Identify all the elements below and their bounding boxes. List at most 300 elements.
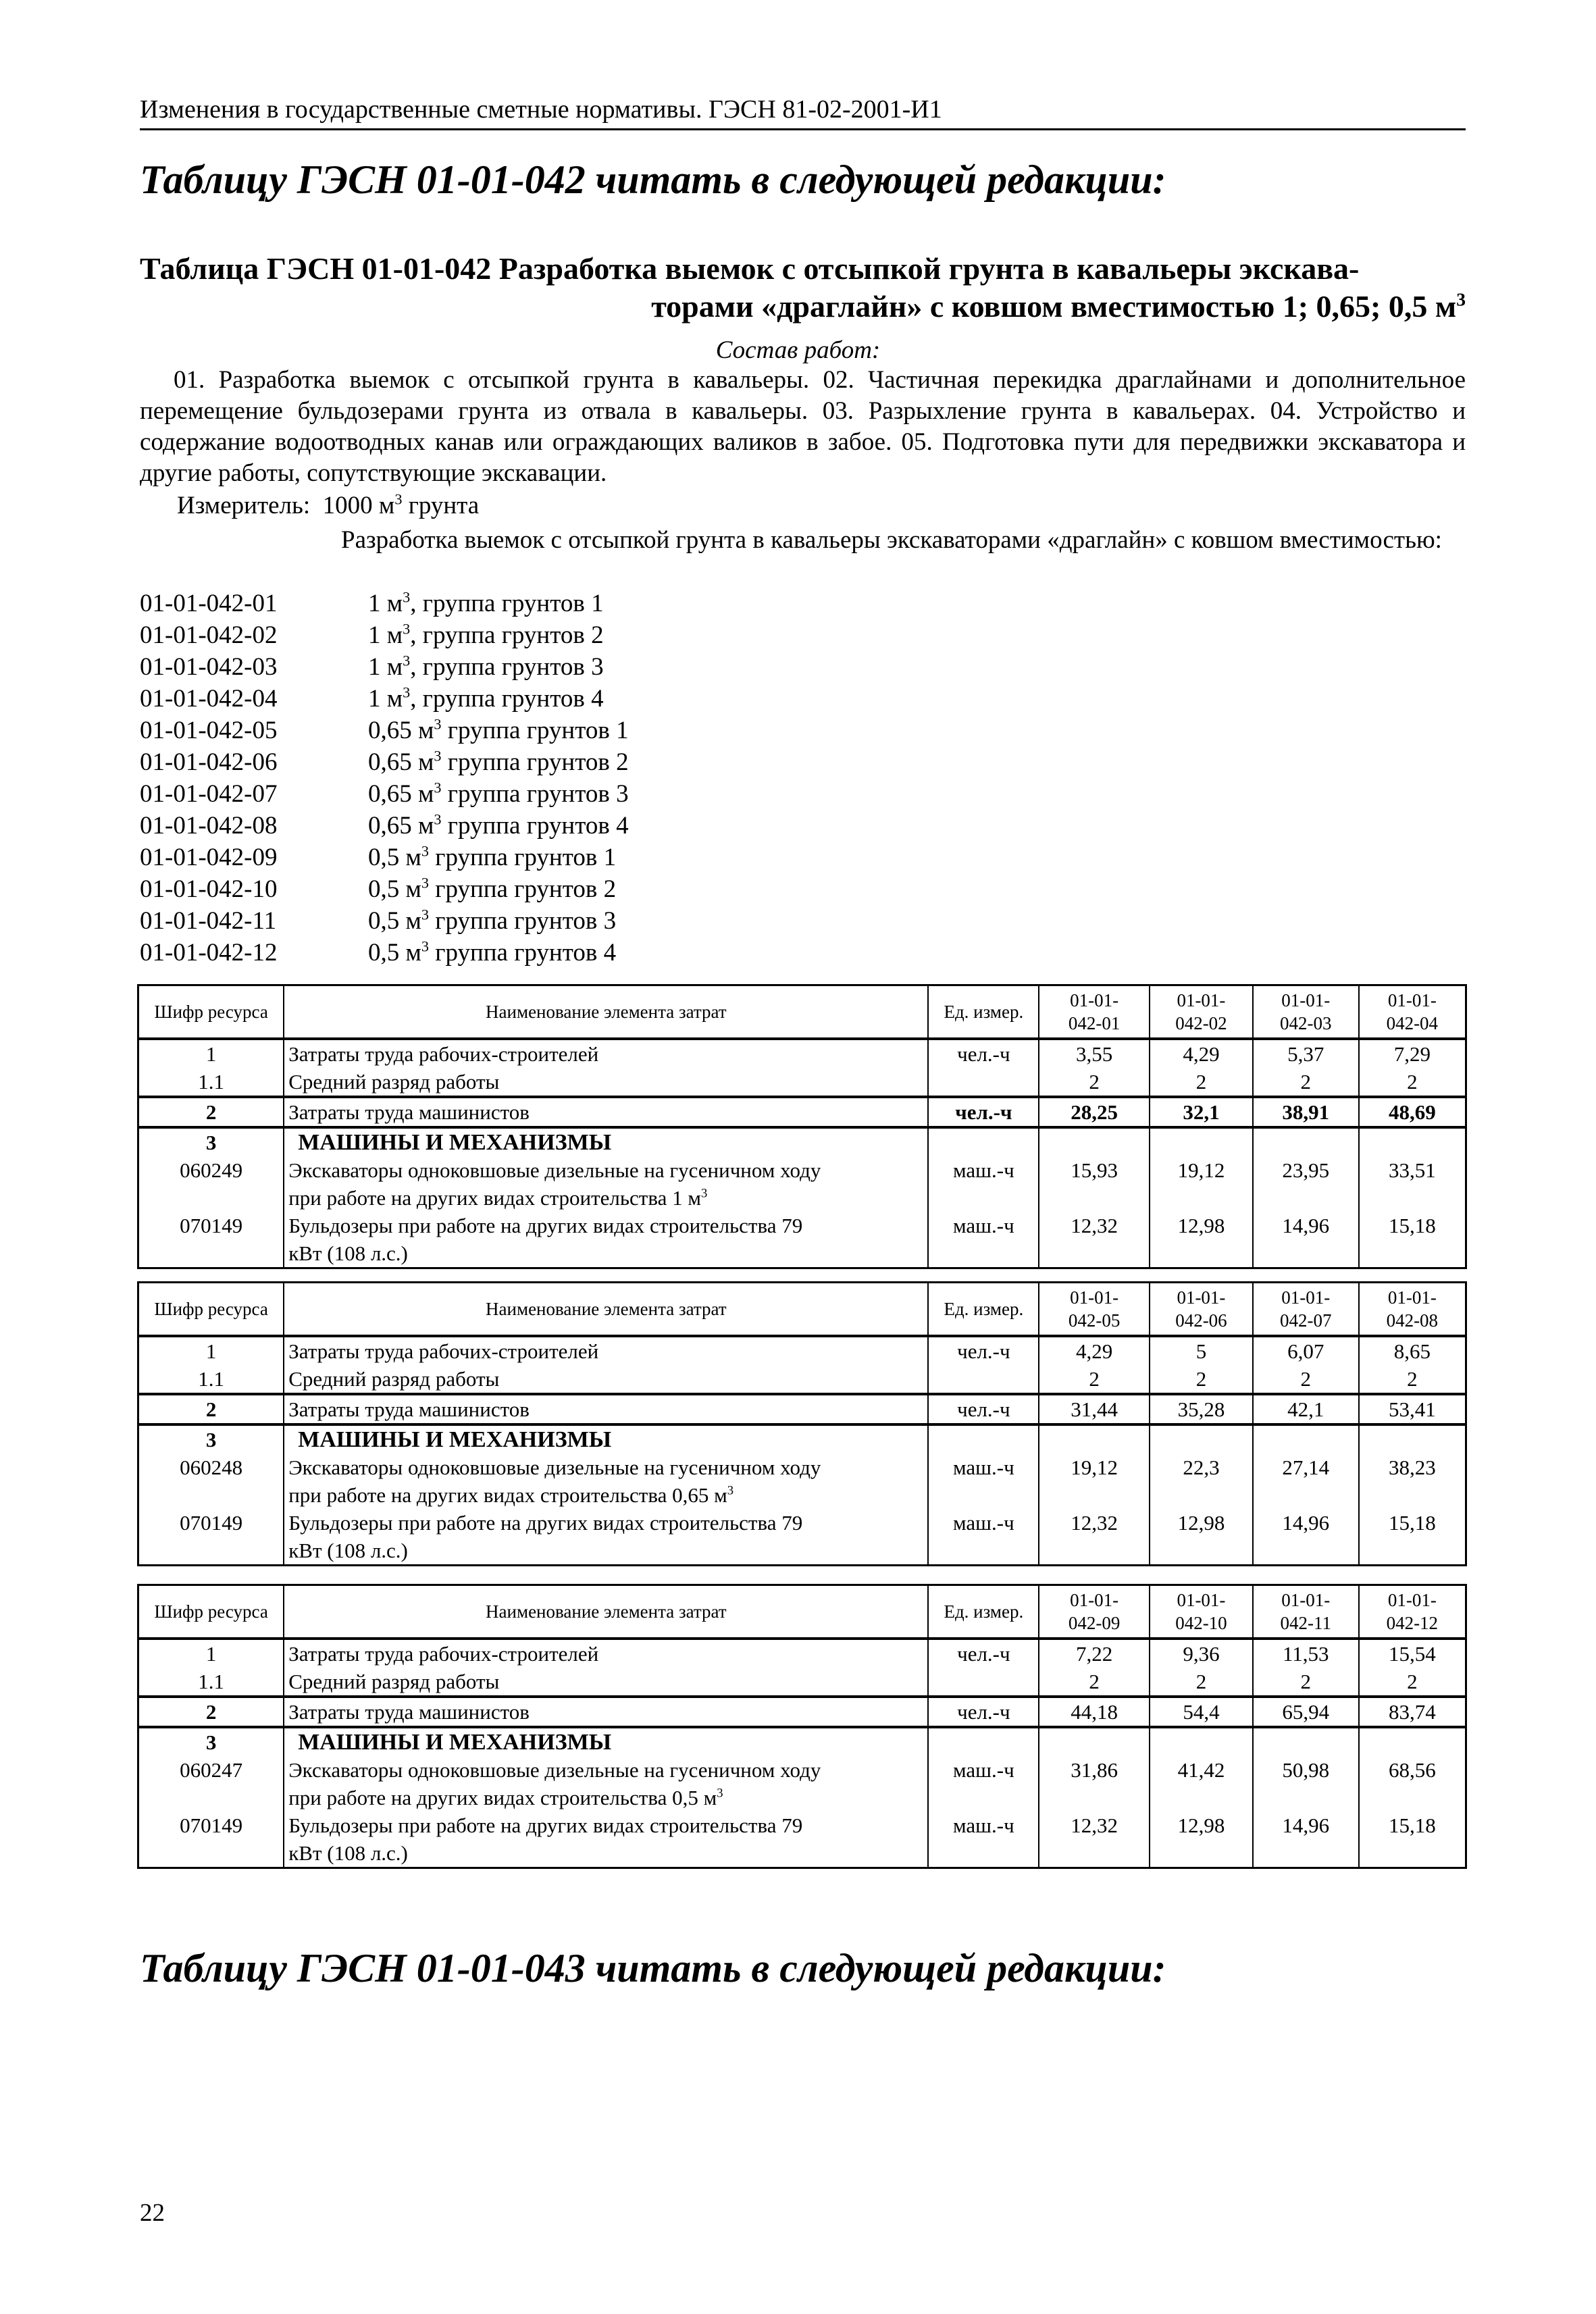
header-column-code: 01-01- 042-07 (1253, 1283, 1359, 1337)
value: 15,54 (1388, 1642, 1436, 1666)
code-description (368, 619, 604, 651)
table-row-labor (138, 1039, 1466, 1097)
code-desc-post: группа грунтов 4 (429, 939, 617, 967)
cell-code (138, 1394, 284, 1424)
code-desc-pre: 0,65 м (368, 748, 434, 776)
value: 9,36 (1183, 1642, 1220, 1666)
value: 68,56 (1388, 1758, 1436, 1782)
row-unit: чел.-ч (957, 1642, 1010, 1666)
value: 35,28 (1177, 1397, 1225, 1421)
cell-value (1359, 1394, 1466, 1424)
row-unit: маш.-ч (953, 1814, 1014, 1837)
spacer (143, 1481, 279, 1509)
code-description (368, 778, 629, 810)
row-name: Средний разряд работы (288, 1070, 500, 1094)
code-desc-sup: 3 (434, 779, 442, 796)
value: 50,98 (1282, 1758, 1330, 1782)
resource-table-3 (137, 1584, 1467, 1869)
row-code: 070149 (180, 1511, 243, 1535)
cell-name (284, 1336, 928, 1394)
row-code: 3 (205, 1131, 217, 1154)
spacer (1044, 1129, 1145, 1156)
value: 31,44 (1071, 1397, 1118, 1421)
cell-value (1039, 1336, 1150, 1394)
code-list-item (140, 588, 629, 619)
spacer (1364, 1784, 1461, 1811)
cell-value (1150, 1639, 1253, 1697)
spacer (933, 1129, 1034, 1156)
code-number: 01-01-042-06 (140, 748, 278, 776)
row-name: кВт (108 л.с.) (288, 1539, 408, 1562)
table-header-row (138, 985, 1466, 1039)
code-list-item (140, 746, 629, 778)
row-code: 1.1 (198, 1070, 224, 1094)
header-code: Шифр ресурса (138, 1585, 284, 1639)
value: 2 (1407, 1070, 1418, 1094)
cell-code (138, 1424, 284, 1566)
header-name: Наименование элемента затрат (284, 985, 928, 1039)
cell-code (138, 1697, 284, 1727)
header-code: Шифр ресурса (138, 1283, 284, 1337)
cell-code (138, 1127, 284, 1268)
cell-value (1039, 1097, 1150, 1127)
value: 28,25 (1071, 1100, 1118, 1124)
header-column-code: 01-01- 042-12 (1359, 1585, 1466, 1639)
header-code: Шифр ресурса (138, 985, 284, 1039)
cell-name (284, 1727, 928, 1868)
value: 27,14 (1282, 1456, 1330, 1479)
value: 8,65 (1393, 1339, 1431, 1363)
title-superscript: 3 (1456, 288, 1466, 310)
value: 15,18 (1388, 1214, 1436, 1237)
cell-value (1039, 1727, 1150, 1868)
value: 54,4 (1183, 1700, 1220, 1724)
value: 2 (1195, 1367, 1207, 1391)
row-code: 3 (205, 1428, 217, 1451)
table-row-operators (138, 1394, 1466, 1424)
cell-value (1039, 1697, 1150, 1727)
cell-unit (928, 1424, 1039, 1566)
table-row-operators (138, 1697, 1466, 1727)
code-desc-post: группа грунтов 4 (441, 812, 629, 840)
cell-unit (928, 1697, 1039, 1727)
row-name-sup: 3 (717, 1786, 723, 1801)
code-desc-pre: 0,65 м (368, 780, 434, 808)
row-name: Затраты труда рабочих-строителей (288, 1339, 599, 1363)
value: 15,18 (1388, 1814, 1436, 1837)
code-desc-post: группа грунтов 1 (429, 844, 617, 871)
code-description (368, 588, 604, 619)
code-description (368, 937, 616, 969)
spacer (1154, 1481, 1248, 1509)
cell-value (1150, 1697, 1253, 1727)
cell-value (1039, 1127, 1150, 1268)
cell-value (1359, 1336, 1466, 1394)
cell-value (1253, 1127, 1359, 1268)
cell-unit (928, 1727, 1039, 1868)
header-column-code: 01-01- 042-01 (1039, 985, 1150, 1039)
value: 65,94 (1282, 1700, 1330, 1724)
row-name-text: при работе на других видах строительства 1 м (288, 1186, 701, 1210)
code-desc-sup: 3 (403, 684, 411, 701)
spacer (1154, 1129, 1248, 1156)
cell-code (138, 1639, 284, 1697)
measure-value: 1000 м (322, 492, 395, 519)
row-unit-empty (933, 1668, 1034, 1695)
row-unit: чел.-ч (957, 1339, 1010, 1363)
row-name: Затраты труда рабочих-строителей (288, 1042, 599, 1066)
row-name: Затраты труда машинистов (288, 1397, 530, 1421)
value: 2 (1300, 1070, 1311, 1094)
header-unit: Ед. измер. (928, 985, 1039, 1039)
resource-table-1 (137, 984, 1467, 1269)
code-description (368, 651, 604, 683)
code-number: 01-01-042-11 (140, 907, 277, 935)
header-column-code: 01-01- 042-04 (1359, 985, 1466, 1039)
cell-value (1253, 1394, 1359, 1424)
spacer (143, 1184, 279, 1212)
row-name (288, 1784, 923, 1811)
row-code: 060247 (180, 1758, 243, 1782)
spacer (1364, 1728, 1461, 1756)
row-name-text: при работе на других видах строительства 0,5 м (288, 1786, 717, 1809)
spacer (1258, 1129, 1354, 1156)
row-code: 1 (205, 1339, 217, 1363)
cell-value (1253, 1424, 1359, 1566)
cell-value (1253, 1097, 1359, 1127)
cell-name (284, 1127, 928, 1268)
spacer (1044, 1426, 1145, 1454)
value: 7,22 (1076, 1642, 1113, 1666)
row-name: Средний разряд работы (288, 1367, 500, 1391)
code-desc-pre: 1 м (368, 685, 403, 713)
headline-table-042: Таблицу ГЭСН 01-01-042 читать в следующей редакции: (140, 157, 1166, 202)
spacer (1258, 1481, 1354, 1509)
value: 2 (1300, 1367, 1311, 1391)
value: 15,93 (1071, 1158, 1118, 1182)
code-description (368, 746, 629, 778)
value: 42,1 (1287, 1397, 1324, 1421)
measure-unit-text: грунта (408, 492, 480, 519)
spacer (1044, 1784, 1145, 1811)
work-composition-label: Состав работ: (715, 336, 881, 364)
code-number: 01-01-042-10 (140, 875, 278, 903)
cell-value (1253, 1639, 1359, 1697)
value: 12,32 (1071, 1214, 1118, 1237)
code-description (368, 810, 629, 842)
codes-intro: Разработка выемок с отсыпкой грунта в кавальеры экскаваторами «драглайн» с ковшом вместимостью: (341, 526, 1442, 554)
row-name: Средний разряд работы (288, 1670, 500, 1693)
row-unit: чел.-ч (955, 1100, 1012, 1124)
value: 2 (1089, 1367, 1100, 1391)
value: 32,1 (1183, 1100, 1220, 1124)
cell-unit (928, 1127, 1039, 1268)
value: 3,55 (1076, 1042, 1113, 1066)
code-desc-post: группа грунтов 2 (429, 875, 617, 903)
header-unit: Ед. измер. (928, 1283, 1039, 1337)
cell-value (1359, 1127, 1466, 1268)
code-list-item (140, 905, 629, 937)
row-name: Экскаваторы одноковшовые дизельные на гусеничном ходу (288, 1456, 821, 1479)
cell-value (1150, 1727, 1253, 1868)
row-name: кВт (108 л.с.) (288, 1841, 408, 1865)
header-column-code: 01-01- 042-11 (1253, 1585, 1359, 1639)
row-unit: чел.-ч (957, 1397, 1010, 1421)
code-desc-sup: 3 (434, 811, 442, 828)
row-unit: чел.-ч (957, 1042, 1010, 1066)
measure-sup: 3 (394, 490, 403, 508)
row-code: 1 (205, 1042, 217, 1066)
code-desc-post: , группа грунтов 2 (410, 621, 604, 649)
cell-name (284, 1697, 928, 1727)
row-name: Экскаваторы одноковшовые дизельные на гусеничном ходу (288, 1158, 821, 1182)
table-title-line1: Таблица ГЭСН 01-01-042 Разработка выемок с отсыпкой грунта в кавальеры экскава- (140, 251, 1360, 286)
cell-value (1359, 1727, 1466, 1868)
row-name-sup: 3 (700, 1186, 708, 1201)
spacer (1044, 1481, 1145, 1509)
spacer (1364, 1184, 1461, 1212)
value: 33,51 (1388, 1158, 1436, 1182)
cell-value (1150, 1424, 1253, 1566)
cell-name (284, 1097, 928, 1127)
spacer (1154, 1728, 1248, 1756)
code-description (368, 683, 604, 715)
resource-table-2 (137, 1281, 1467, 1566)
table-row-operators (138, 1097, 1466, 1127)
value: 53,41 (1388, 1397, 1436, 1421)
value: 41,42 (1177, 1758, 1225, 1782)
spacer (1154, 1184, 1248, 1212)
value: 2 (1195, 1070, 1207, 1094)
row-name: Бульдозеры при работе на других видах строительства 79 (288, 1814, 803, 1837)
value: 14,96 (1282, 1214, 1330, 1237)
cell-name (284, 1639, 928, 1697)
row-name: Бульдозеры при работе на других видах строительства 79 (288, 1214, 803, 1237)
cell-value (1253, 1697, 1359, 1727)
cell-value (1253, 1039, 1359, 1097)
code-desc-pre: 1 м (368, 653, 403, 681)
code-desc-sup: 3 (421, 874, 430, 892)
code-number: 01-01-042-01 (140, 590, 278, 617)
spacer (1258, 1784, 1354, 1811)
code-desc-sup: 3 (421, 906, 430, 923)
header-column-code: 01-01- 042-06 (1150, 1283, 1253, 1337)
code-desc-pre: 0,5 м (368, 939, 421, 967)
section-title: МАШИНЫ И МЕХАНИЗМЫ (298, 1730, 612, 1755)
code-desc-sup: 3 (421, 842, 430, 860)
spacer (1364, 1129, 1461, 1156)
code-number: 01-01-042-07 (140, 780, 278, 808)
spacer (933, 1426, 1034, 1454)
header-column-code: 01-01- 042-10 (1150, 1585, 1253, 1639)
code-desc-post: группа грунтов 3 (429, 907, 617, 935)
spacer (1154, 1426, 1248, 1454)
cell-value (1039, 1039, 1150, 1097)
spacer (1258, 1728, 1354, 1756)
cell-unit (928, 1394, 1039, 1424)
row-name (288, 1184, 923, 1212)
row-name: Экскаваторы одноковшовые дизельные на гусеничном ходу (288, 1758, 821, 1782)
code-desc-pre: 1 м (368, 590, 403, 617)
cell-value (1253, 1336, 1359, 1394)
code-desc-sup: 3 (421, 937, 430, 955)
code-desc-sup: 3 (403, 652, 411, 669)
cell-value (1150, 1039, 1253, 1097)
cell-value (1039, 1394, 1150, 1424)
value: 14,96 (1282, 1511, 1330, 1535)
value: 22,3 (1183, 1456, 1220, 1479)
code-description (368, 873, 616, 905)
spacer (1258, 1426, 1354, 1454)
code-desc-post: группа грунтов 3 (441, 780, 629, 808)
code-number: 01-01-042-12 (140, 939, 278, 967)
header-column-code: 01-01- 042-02 (1150, 985, 1253, 1039)
code-list-item (140, 715, 629, 746)
value: 12,32 (1071, 1814, 1118, 1837)
spacer (1258, 1184, 1354, 1212)
value: 7,29 (1393, 1042, 1431, 1066)
value: 48,69 (1388, 1100, 1436, 1124)
row-name (288, 1481, 923, 1509)
header-name: Наименование элемента затрат (284, 1585, 928, 1639)
value: 12,98 (1177, 1214, 1225, 1237)
row-unit-empty (933, 1068, 1034, 1096)
table-row-labor (138, 1336, 1466, 1394)
cell-unit (928, 1039, 1039, 1097)
value: 19,12 (1177, 1158, 1225, 1182)
header-column-code: 01-01- 042-05 (1039, 1283, 1150, 1337)
value: 44,18 (1071, 1700, 1118, 1724)
row-code: 3 (205, 1730, 217, 1754)
code-desc-pre: 1 м (368, 621, 403, 649)
code-list (140, 588, 629, 969)
measure-label: Измеритель: (177, 492, 311, 519)
code-desc-pre: 0,5 м (368, 875, 421, 903)
row-code: 1 (205, 1642, 217, 1666)
code-list-item (140, 683, 629, 715)
table-header-row (138, 1585, 1466, 1639)
cell-value (1359, 1039, 1466, 1097)
measure-unit (177, 491, 479, 520)
cell-unit (928, 1336, 1039, 1394)
header-column-code: 01-01- 042-08 (1359, 1283, 1466, 1337)
row-code: 1.1 (198, 1367, 224, 1391)
row-name: Затраты труда рабочих-строителей (288, 1642, 599, 1666)
cell-code (138, 1336, 284, 1394)
value: 12,98 (1177, 1511, 1225, 1535)
row-name: Бульдозеры при работе на других видах строительства 79 (288, 1511, 803, 1535)
spacer (143, 1784, 279, 1811)
code-desc-sup: 3 (434, 715, 442, 733)
table-title (140, 250, 1466, 326)
cell-value (1253, 1727, 1359, 1868)
code-description (368, 905, 616, 937)
code-description (368, 842, 616, 873)
value: 11,53 (1282, 1642, 1329, 1666)
cell-value (1150, 1097, 1253, 1127)
value: 2 (1089, 1670, 1100, 1693)
cell-unit (928, 1639, 1039, 1697)
row-unit: маш.-ч (953, 1758, 1014, 1782)
code-desc-pre: 0,5 м (368, 844, 421, 871)
header-column-code: 01-01- 042-03 (1253, 985, 1359, 1039)
cell-code (138, 1039, 284, 1097)
code-list-item (140, 810, 629, 842)
cell-value (1150, 1336, 1253, 1394)
table-title-line2 (140, 288, 1466, 326)
value: 2 (1407, 1367, 1418, 1391)
headline-table-043: Таблицу ГЭСН 01-01-043 читать в следующей редакции: (140, 1946, 1166, 1990)
value: 38,23 (1388, 1456, 1436, 1479)
code-desc-post: группа грунтов 1 (441, 717, 629, 744)
row-code: 1.1 (198, 1670, 224, 1693)
code-number: 01-01-042-03 (140, 653, 278, 681)
header-column-code: 01-01- 042-09 (1039, 1585, 1150, 1639)
row-name-text: при работе на других видах строительства 0,65 м (288, 1483, 727, 1507)
code-desc-sup: 3 (434, 747, 442, 765)
cell-name (284, 1394, 928, 1424)
code-list-item (140, 873, 629, 905)
row-unit: чел.-ч (957, 1700, 1010, 1724)
cell-value (1359, 1424, 1466, 1566)
cell-value (1039, 1424, 1150, 1566)
table-title-line2-text: торами «драглайн» с ковшом вместимостью 1; 0,65; 0,5 м (651, 289, 1457, 324)
row-code: 2 (205, 1100, 217, 1124)
section-title: МАШИНЫ И МЕХАНИЗМЫ (298, 1130, 612, 1155)
spacer (933, 1728, 1034, 1756)
table-row-machines (138, 1424, 1466, 1566)
row-code: 060248 (180, 1456, 243, 1479)
code-desc-post: группа грунтов 2 (441, 748, 629, 776)
code-desc-post: , группа грунтов 3 (410, 653, 604, 681)
value: 2 (1089, 1070, 1100, 1094)
value: 5 (1195, 1339, 1207, 1363)
row-code: 060249 (180, 1158, 243, 1182)
spacer (1364, 1481, 1461, 1509)
running-header: Изменения в государственные сметные нормативы. ГЭСН 81-02-2001-И1 (140, 95, 1466, 130)
code-desc-sup: 3 (403, 588, 411, 606)
row-name: Затраты труда машинистов (288, 1100, 530, 1124)
cell-name (284, 1039, 928, 1097)
code-description (368, 715, 629, 746)
table-header-row (138, 1283, 1466, 1337)
page-number: 22 (140, 2199, 165, 2227)
code-list-item (140, 937, 629, 969)
value: 4,29 (1183, 1042, 1220, 1066)
value: 2 (1407, 1670, 1418, 1693)
row-name: кВт (108 л.с.) (288, 1241, 408, 1265)
code-list-item (140, 619, 629, 651)
spacer (1044, 1184, 1145, 1212)
spacer (933, 1784, 1034, 1811)
value: 6,07 (1287, 1339, 1324, 1363)
row-unit: маш.-ч (953, 1511, 1014, 1535)
row-code: 2 (205, 1700, 217, 1724)
code-desc-post: , группа грунтов 1 (410, 590, 604, 617)
value: 12,98 (1177, 1814, 1225, 1837)
code-desc-pre: 0,65 м (368, 717, 434, 744)
cell-value (1150, 1394, 1253, 1424)
code-desc-sup: 3 (403, 620, 411, 638)
cell-value (1039, 1639, 1150, 1697)
row-unit-empty (933, 1365, 1034, 1393)
header-name: Наименование элемента затрат (284, 1283, 928, 1337)
row-code: 070149 (180, 1814, 243, 1837)
code-number: 01-01-042-08 (140, 812, 278, 840)
value: 15,18 (1388, 1511, 1436, 1535)
cell-code (138, 1727, 284, 1868)
cell-name (284, 1424, 928, 1566)
